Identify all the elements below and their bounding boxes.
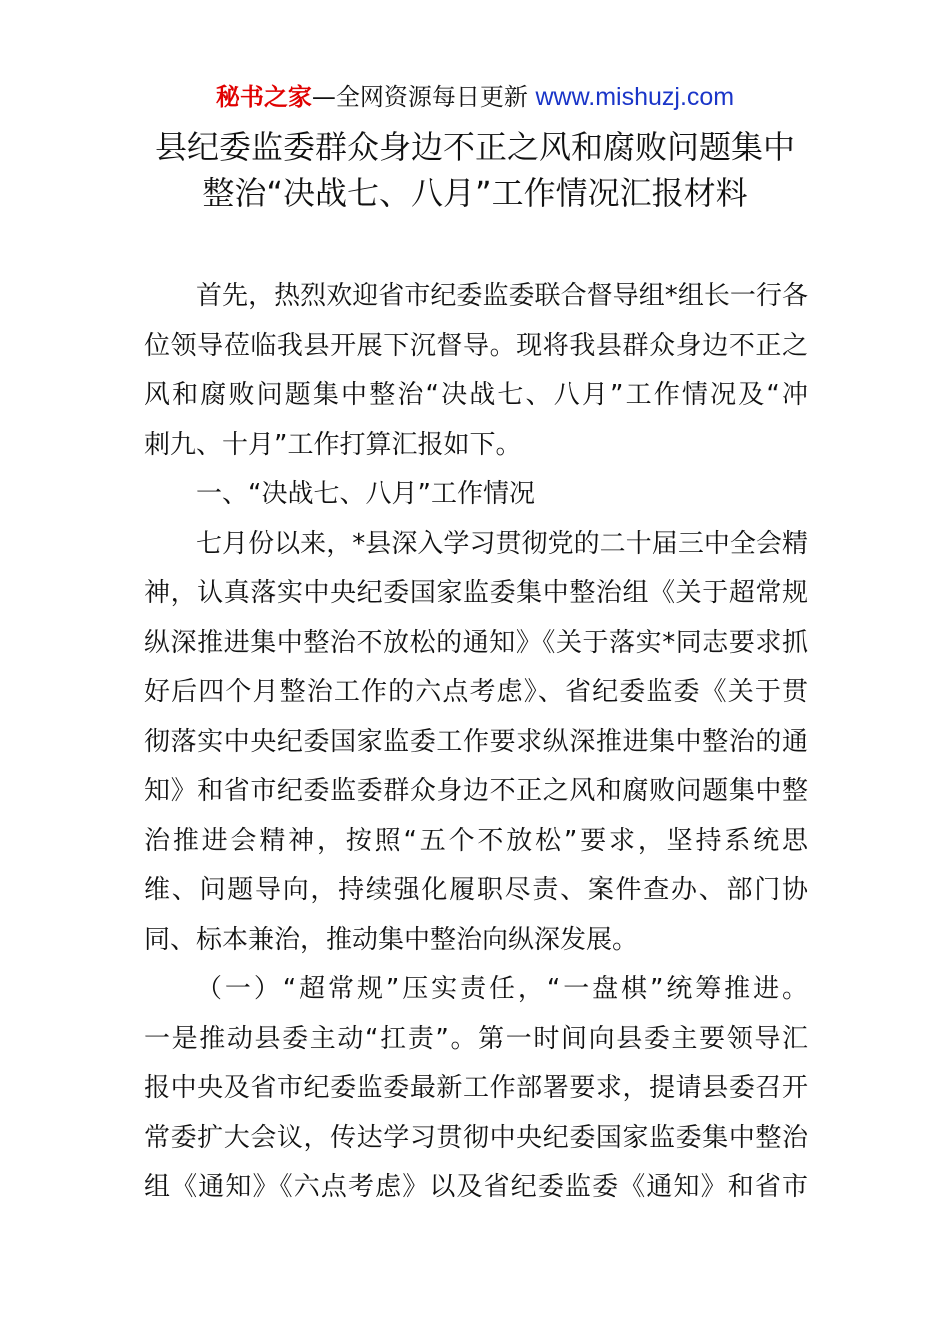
site-url-link[interactable]: www.mishuzj.com (535, 83, 735, 111)
text-line: 维、问题导向，持续强化履职尽责、案件查办、部门协 (144, 875, 808, 905)
text-line: 神，认真落实中央纪委国家监委集中整治组《关于超常规 (144, 578, 808, 608)
paragraph-overview (144, 520, 808, 966)
document-title (0, 124, 950, 216)
text-line: 好后四个月整治工作的六点考虑》、省纪委监委《关于贯 (144, 677, 808, 707)
site-header (0, 80, 950, 114)
text-line: 刺九、十月”工作打算汇报如下。 (144, 429, 522, 460)
section-heading (144, 470, 808, 520)
text-line: 风和腐败问题集中整治“决战七、八月”工作情况及“冲 (144, 380, 808, 410)
text-line: 知》和省市纪委监委群众身边不正之风和腐败问题集中整 (144, 776, 808, 806)
title-line-1: 县纪委监委群众身边不正之风和腐败问题集中 (154, 128, 795, 166)
text-line: 彻落实中央纪委国家监委工作要求纵深推进集中整治的通 (144, 726, 808, 757)
site-name: 秘书之家 (215, 83, 312, 111)
title-line-2: 整治“决战七、八月”工作情况汇报材料 (202, 174, 748, 212)
site-tagline: —全网资源每日更新 (311, 83, 536, 111)
text-line: 常委扩大会议，传达学习贯彻中央纪委国家监委集中整治 (144, 1122, 808, 1153)
text-line: 纵深推进集中整治不放松的通知》《关于落实*同志要求抓 (144, 627, 808, 658)
text-line: 七月份以来，*县深入学习贯彻党的二十届三中全会精 (196, 528, 808, 559)
document-body (144, 272, 808, 1213)
paragraph-intro (144, 272, 808, 470)
text-line: 治推进会精神，按照“五个不放松”要求，坚持系统思 (144, 825, 808, 856)
text-line: 一是推动县委主动“扛责”。第一时间向县委主要领导汇 (144, 1023, 808, 1054)
text-line: 首先，热烈欢迎省市纪委监委联合督导组*组长一行各 (196, 281, 808, 311)
text-line: 组《通知》《六点考虑》以及省纪委监委《通知》和省市 (144, 1172, 808, 1202)
text-line: 一、“决战七、八月”工作情况 (196, 479, 535, 509)
text-line: 报中央及省市纪委监委最新工作部署要求，提请县委召开 (144, 1073, 808, 1103)
text-line: （一）“超常规”压实责任，“一盘棋”统筹推进。 (196, 974, 808, 1004)
paragraph-subsection-1 (144, 965, 808, 1213)
text-line: 同、标本兼治，推动集中整治向纵深发展。 (144, 924, 639, 955)
text-line: 位领导莅临我县开展下沉督导。现将我县群众身边不正之 (144, 330, 808, 361)
